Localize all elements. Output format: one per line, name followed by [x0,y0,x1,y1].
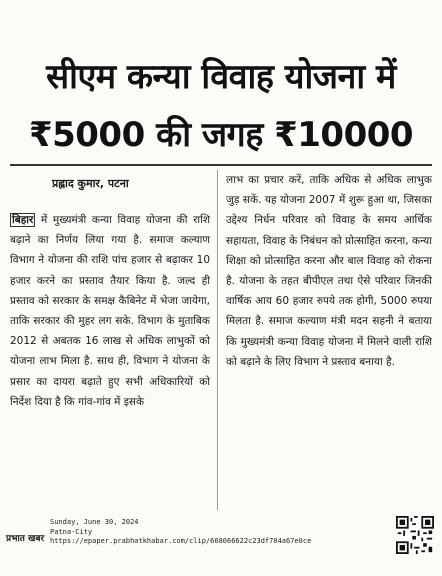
clip-url[interactable]: https://epaper.prabhatkhabar.com/clip/668066622c23df704a67e0ce [50,537,312,545]
clip-meta [50,518,311,547]
headline-line-1: सीएम कन्या विवाह योजना में [46,57,396,97]
qr-code-icon[interactable] [396,516,434,554]
headline-line-2: ₹5000 की जगह ₹10000 [28,115,414,155]
article-text-right: लाभ का प्रचार करें, ताकि अधिक से अधिक लाभुक जुड़ सकें. यह योजना 2007 में शुरू हुआ था, जिसका उद्देश्य निर्धन परिवार को विवाह के समय आर्थिक सहायता, विवाह के निबंधन को प्रोत्साहित करना, कन्या शिक्षा को प्रोत्साहित करना और बाल विवाह को रोकना है. योजना के तहत बीपीएल तथा ऐसे परिवार जिनकी वार्षिक आय 60 हजार रुपये तक होगी, 5000 रुपया मिलता है. समाज कल्याण मंत्री मदन सहनी ने बताया कि मुख्यमंत्री कन्या विवाह योजना में मिलने वाली राशि को बढ़ाने के लिए विभाग ने प्रस्ताव बनाया है. [226,174,432,368]
lead-word: बिहार [12,214,34,226]
headline-divider [10,164,432,166]
article-text-left: में मुख्यमंत्री कन्या विवाह योजना की राशि बढ़ाने का निर्णय लिया गया है. समाज कल्याण विभाग ने योजना की राशि पांच हजार से बढ़ाकर 10 हजार करने का प्रस्ताव तैयार किया है. जल्द ही प्रस्ताव को सरकार के समक्ष कैबिनेट में भेजा जायेगा, ताकि सरकार की मुहर लग सके. विभाग के मुताबिक 2012 से अबतक 16 लाख से अधिक लाभुकों को योजना लाभ मिला है. साथ ही, विभाग ने योजना के प्रसार का दायरा बढ़ाते हुए सभी अधिकारियों को निर्देश दिया है कि गांव-गांव में इसके [10,214,210,408]
article-column-right [226,170,432,372]
clip-footer [0,516,442,576]
column-divider [217,170,218,510]
clip-edition: Patna-City [50,527,93,536]
article-column-left [10,210,210,412]
clip-date: Sunday, June 30, 2024 [50,518,139,526]
byline: प्रह्लाद कुमार, पटना [52,177,129,190]
newspaper-logo: प्रभात खबर [6,534,45,544]
